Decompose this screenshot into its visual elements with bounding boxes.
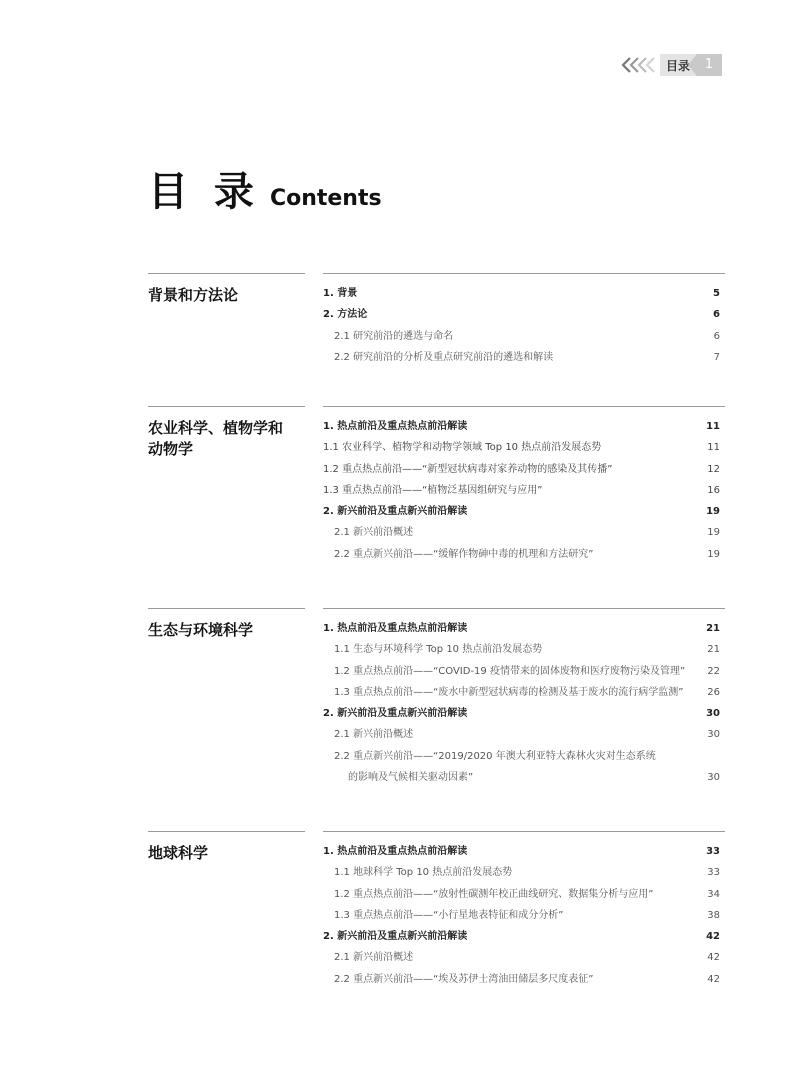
toc-entry-page: 6 (713, 330, 720, 342)
toc-entry-page: 19 (706, 506, 720, 518)
toc-entry-title: 2.2 重点新兴前沿——“缓解作物砷中毒的机理和方法研究” (334, 548, 594, 560)
toc-entry[interactable] (323, 416, 720, 437)
toc-entry[interactable] (323, 283, 720, 304)
toc-entry[interactable] (323, 639, 720, 660)
page-title-en: Contents (269, 186, 382, 211)
toc-entry-title: 的影响及气候相关驱动因素” (348, 772, 474, 784)
toc-entry[interactable] (323, 618, 720, 639)
toc-entry-page: 19 (707, 527, 720, 539)
page-number: 1 (696, 54, 722, 76)
toc-entry-page: 42 (707, 973, 720, 985)
page-title (148, 160, 382, 217)
page-title-cn: 目 录 (148, 169, 260, 215)
toc-entry-page: 12 (707, 463, 720, 475)
toc-entry-page: 5 (713, 288, 720, 299)
section-divider-left (148, 608, 305, 609)
toc-entry-page: 33 (707, 867, 720, 879)
toc-entry-title: 2.2 重点新兴前沿——“埃及苏伊士湾油田储层多尺度表征” (334, 973, 594, 985)
toc-entry[interactable] (323, 969, 720, 990)
toc-entry-page: 11 (706, 421, 720, 432)
section-title: 农业科学、植物学和动物学 (148, 419, 284, 458)
toc-entry[interactable] (323, 501, 720, 522)
toc-entry[interactable] (323, 522, 720, 543)
toc-entry[interactable] (323, 661, 720, 682)
toc-entry[interactable] (323, 304, 720, 325)
toc-entry[interactable] (323, 437, 720, 458)
toc-entry[interactable] (323, 862, 720, 883)
toc-entry-page: 30 (707, 729, 720, 741)
section-title: 背景和方法论 (148, 286, 239, 304)
toc-entry-page: 7 (713, 351, 720, 363)
toc-entry-list (323, 841, 720, 990)
toc-entry[interactable] (323, 703, 720, 724)
toc-entry-title: 2.1 新兴前沿概述 (334, 527, 414, 539)
section-divider-left (148, 273, 305, 274)
toc-entry[interactable] (323, 544, 720, 565)
toc-entry-title: 1. 热点前沿及重点热点前沿解读 (323, 846, 468, 857)
toc-entry-page: 21 (706, 623, 720, 634)
toc-entry-title: 2.1 新兴前沿概述 (334, 952, 414, 964)
toc-entry-page: 30 (706, 708, 720, 720)
toc-entry[interactable] (323, 459, 720, 480)
toc-entry-page: 21 (707, 644, 720, 656)
toc-entry-page: 22 (707, 665, 720, 677)
toc-entry-title: 1.3 重点热点前沿——“植物泛基因组研究与应用” (323, 484, 543, 496)
toc-entry-title: 2. 新兴前沿及重点新兴前沿解读 (323, 506, 468, 518)
toc-entry[interactable] (323, 905, 720, 926)
toc-entry-page: 19 (707, 548, 720, 560)
toc-entry-title: 1.1 农业科学、植物学和动物学领域 Top 10 热点前沿发展态势 (323, 442, 602, 454)
toc-entry[interactable] (323, 724, 720, 745)
toc-entry-title: 1.3 重点热点前沿——“废水中新型冠状病毒的检测及基于废水的流行病学监测” (334, 686, 684, 698)
toc-entry-title: 2. 方法论 (323, 309, 368, 321)
toc-entry-page: 38 (707, 909, 720, 921)
toc-entry-title: 1.2 重点热点前沿——“新型冠状病毒对家养动物的感染及其传播” (323, 463, 613, 475)
header-tag (620, 54, 725, 76)
toc-entry-page: 30 (707, 772, 720, 784)
toc-entry-title: 1. 热点前沿及重点热点前沿解读 (323, 623, 468, 634)
toc-entry-page: 34 (707, 888, 720, 900)
toc-entry-title: 1.1 地球科学 Top 10 热点前沿发展态势 (334, 867, 513, 879)
toc-entry-title: 1.2 重点热点前沿——“放射性碳测年校正曲线研究、数据集分析与应用” (334, 888, 654, 900)
toc-entry-list (323, 283, 720, 368)
toc-entry-title: 1.3 重点热点前沿——“小行星地表特征和成分分析” (334, 909, 564, 921)
section-divider-right (323, 406, 725, 407)
toc-entry-title: 1.2 重点热点前沿——“COVID-19 疫情带来的固体废物和医疗废物污染及管理” (334, 665, 686, 677)
toc-entry[interactable] (323, 347, 720, 368)
toc-entry[interactable] (323, 480, 720, 501)
toc-entry-title: 1. 热点前沿及重点热点前沿解读 (323, 421, 468, 432)
toc-entry[interactable] (323, 926, 720, 947)
toc-entry-title: 2.1 新兴前沿概述 (334, 729, 414, 741)
section-title: 地球科学 (148, 844, 209, 862)
toc-entry-title: 2. 新兴前沿及重点新兴前沿解读 (323, 931, 468, 943)
toc-entry-title: 1.1 生态与环境科学 Top 10 热点前沿发展态势 (334, 644, 543, 656)
toc-entry-title: 1. 背景 (323, 288, 358, 299)
toc-entry-title: 2. 新兴前沿及重点新兴前沿解读 (323, 708, 468, 720)
double-chevron-left-icon (620, 57, 664, 73)
toc-entry[interactable] (323, 682, 720, 703)
toc-entry-page: 42 (706, 931, 720, 943)
section-divider-right (323, 273, 725, 274)
toc-entry-page: 42 (707, 952, 720, 964)
section-title: 生态与环境科学 (148, 621, 254, 639)
header-label: 目录 (666, 59, 691, 73)
toc-entry[interactable] (323, 746, 720, 767)
toc-entry[interactable] (323, 326, 720, 347)
section-divider-right (323, 831, 725, 832)
toc-entry-title: 2.2 重点新兴前沿——“2019/2020 年澳大利亚特大森林火灾对生态系统 (334, 750, 656, 762)
toc-entry-list (323, 618, 720, 788)
toc-entry-page: 26 (707, 686, 720, 698)
toc-entry-title: 2.1 研究前沿的遴选与命名 (334, 330, 454, 342)
toc-entry-title: 2.2 研究前沿的分析及重点研究前沿的遴选和解读 (334, 351, 554, 363)
toc-entry-page: 11 (707, 442, 720, 454)
toc-entry-page: 6 (713, 309, 720, 321)
toc-entry-list (323, 416, 720, 565)
section-divider-left (148, 406, 305, 407)
section-divider-left (148, 831, 305, 832)
toc-entry[interactable] (323, 841, 720, 862)
section-divider-right (323, 608, 725, 609)
toc-entry[interactable] (323, 947, 720, 968)
toc-entry-page: 16 (707, 484, 720, 496)
toc-entry-page: 33 (706, 846, 720, 857)
toc-entry[interactable] (323, 767, 720, 788)
toc-entry[interactable] (323, 884, 720, 905)
